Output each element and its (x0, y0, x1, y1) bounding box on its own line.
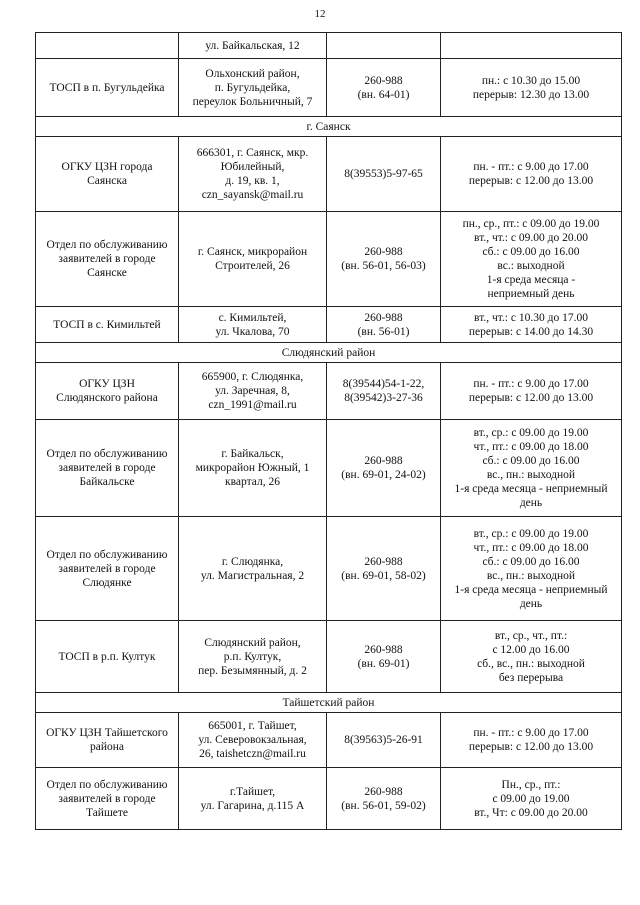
address-cell: 665900, г. Слюдянка, ул. Заречная, 8, czn_1991@mail.ru (179, 363, 327, 420)
address-cell: ул. Байкальская, 12 (179, 33, 327, 59)
office-name-cell: ТОСП в п. Бугульдейка (36, 59, 179, 117)
hours-cell: пн. - пт.: с 9.00 до 17.00 перерыв: с 12.00 до 13.00 (441, 137, 622, 212)
address-cell: г. Саянск, микрорайон Строителей, 26 (179, 212, 327, 307)
office-name-cell: ТОСП в р.п. Култук (36, 621, 179, 693)
phone-cell: 260-988 (вн. 56-01, 59-02) (327, 768, 441, 830)
hours-cell: пн., ср., пт.: с 09.00 до 19.00 вт., чт.: с 09.00 до 20.00 сб.: с 09.00 до 16.00 вс.: выходной 1-я среда месяца - неприемный день (441, 212, 622, 307)
hours-cell: пн. - пт.: с 9.00 до 17.00 перерыв: с 12.00 до 13.00 (441, 363, 622, 420)
office-name-cell: ОГКУ ЦЗН Слюдянского района (36, 363, 179, 420)
table-row (36, 307, 622, 343)
table-row (36, 713, 622, 768)
table-row (36, 137, 622, 212)
phone-cell: 8(39553)5-97-65 (327, 137, 441, 212)
hours-cell: пн. - пт.: с 9.00 до 17.00 перерыв: с 12.00 до 13.00 (441, 713, 622, 768)
hours-cell: вт., ср.: с 09.00 до 19.00 чт., пт.: с 09.00 до 18.00 сб.: с 09.00 до 16.00 вс., пн.: выходной 1-я среда месяца - неприемный день (441, 420, 622, 517)
phone-cell (327, 33, 441, 59)
table-row (36, 517, 622, 621)
office-name-cell (36, 33, 179, 59)
table-row (36, 420, 622, 517)
table-row (36, 59, 622, 117)
office-name-cell: Отдел по обслуживанию заявителей в городе Саянске (36, 212, 179, 307)
office-name-cell: Отдел по обслуживанию заявителей в городе Тайшете (36, 768, 179, 830)
address-cell: с. Кимильтей, ул. Чкалова, 70 (179, 307, 327, 343)
address-cell: Слюдянский район, р.п. Култук, пер. Безымянный, д. 2 (179, 621, 327, 693)
table-row (36, 768, 622, 830)
phone-cell: 260-988 (вн. 64-01) (327, 59, 441, 117)
address-cell: г. Байкальск, микрорайон Южный, 1 квартал, 26 (179, 420, 327, 517)
phone-cell: 260-988 (вн. 69-01, 24-02) (327, 420, 441, 517)
offices-table-body (36, 33, 622, 830)
table-row (36, 212, 622, 307)
office-name-cell: Отдел по обслуживанию заявителей в городе Слюдянке (36, 517, 179, 621)
section-title: Тайшетский район (36, 693, 622, 713)
hours-cell: вт., ср., чт., пт.: с 12.00 до 16.00 сб., вс., пн.: выходной без перерыва (441, 621, 622, 693)
table-row (36, 363, 622, 420)
phone-cell: 260-988 (вн. 69-01) (327, 621, 441, 693)
section-title: Слюдянский район (36, 343, 622, 363)
address-cell: г. Слюдянка, ул. Магистральная, 2 (179, 517, 327, 621)
hours-cell: Пн., ср., пт.: с 09.00 до 19.00 вт., Чт: с 09.00 до 20.00 (441, 768, 622, 830)
office-name-cell: ОГКУ ЦЗН Тайшетского района (36, 713, 179, 768)
phone-cell: 260-988 (вн. 56-01, 56-03) (327, 212, 441, 307)
address-cell: г.Тайшет, ул. Гагарина, д.115 А (179, 768, 327, 830)
office-name-cell: ТОСП в с. Кимильтей (36, 307, 179, 343)
section-header-row (36, 693, 622, 713)
phone-cell: 8(39544)54-1-22, 8(39542)3-27-36 (327, 363, 441, 420)
phone-cell: 8(39563)5-26-91 (327, 713, 441, 768)
offices-table (35, 32, 622, 830)
address-cell: 665001, г. Тайшет, ул. Северовокзальная, 26, taishetczn@mail.ru (179, 713, 327, 768)
phone-cell: 260-988 (вн. 56-01) (327, 307, 441, 343)
address-cell: Ольхонский район, п. Бугульдейка, переулок Больничный, 7 (179, 59, 327, 117)
table-row (36, 621, 622, 693)
office-name-cell: ОГКУ ЦЗН города Саянска (36, 137, 179, 212)
section-title: г. Саянск (36, 117, 622, 137)
page-number: 12 (314, 8, 326, 20)
table-row (36, 33, 622, 59)
section-header-row (36, 343, 622, 363)
hours-cell (441, 33, 622, 59)
office-name-cell: Отдел по обслуживанию заявителей в городе Байкальске (36, 420, 179, 517)
hours-cell: пн.: с 10.30 до 15.00 перерыв: 12.30 до 13.00 (441, 59, 622, 117)
hours-cell: вт., чт.: с 10.30 до 17.00 перерыв: с 14.00 до 14.30 (441, 307, 622, 343)
phone-cell: 260-988 (вн. 69-01, 58-02) (327, 517, 441, 621)
address-cell: 666301, г. Саянск, мкр. Юбилейный, д. 19, кв. 1, czn_sayansk@mail.ru (179, 137, 327, 212)
section-header-row (36, 117, 622, 137)
hours-cell: вт., ср.: с 09.00 до 19.00 чт., пт.: с 09.00 до 18.00 сб.: с 09.00 до 16.00 вс., пн.: выходной 1-я среда месяца - неприемный день (441, 517, 622, 621)
